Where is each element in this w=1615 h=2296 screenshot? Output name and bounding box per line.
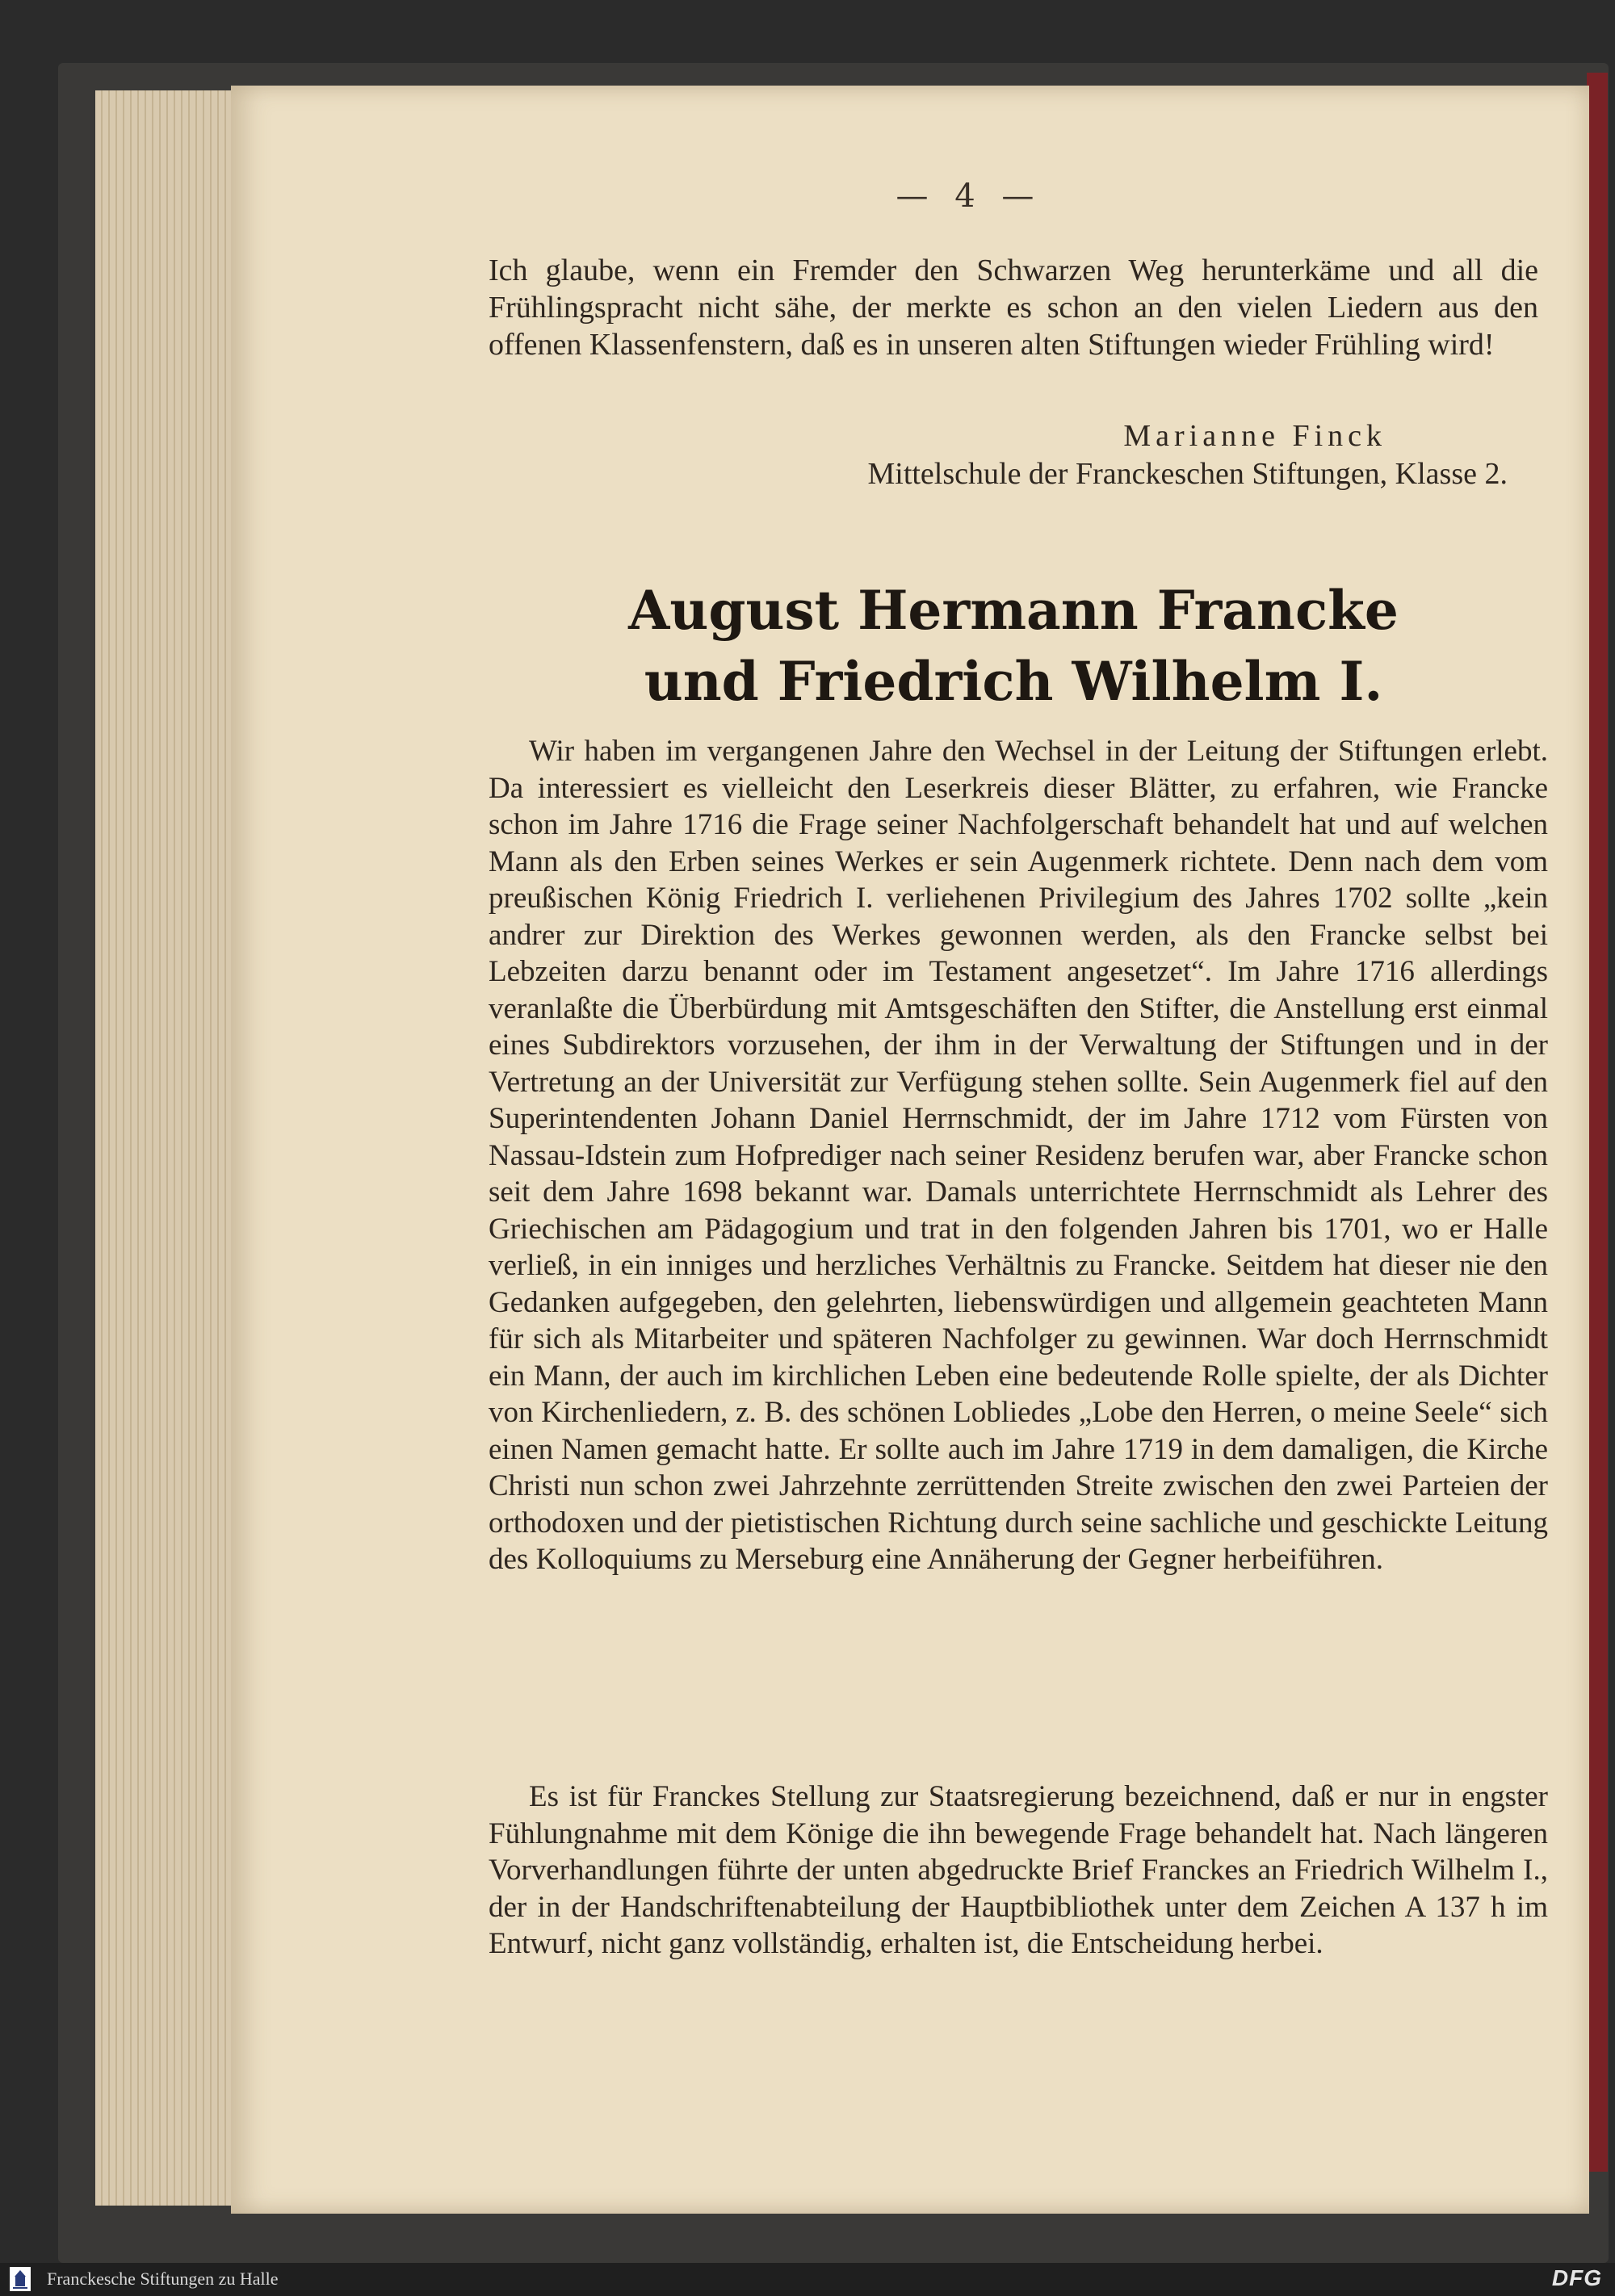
article-title-line2: und Friedrich Wilhelm I. xyxy=(644,650,1383,713)
page-number: — 4 — xyxy=(896,178,1042,215)
article-paragraph-1: Wir haben im vergangenen Jahre den Wechsel in der Leitung der Stiftungen erlebt. Da interessiert es vielleicht den Leserkreis dieser Blätter, zu erfahren, wie Francke schon im Jahre 1716 die Frage seiner Nachfolgerschaft behandelt hat und auf welchen Mann als den Erben seines Werkes er sein Augenmerk richtete. Denn nach dem vom preußischen König Friedrich I. verliehenen Privilegium des Jahres 1702 sollte „kein andrer zur Direktion des Werkes gewonnen werden, als den Francke selbst bei Lebzeiten darzu benannt oder im Testament angesetzet“. Im Jahre 1716 allerdings veranlaßte die Überbürdung mit Amtsgeschäften den Stifter, die Anstellung erst einmal eines Subdirektors vorzusehen, der ihm in der Verwaltung der Stiftungen und in der Vertretung an der Universität zur Verfügung stehen sollte. Sein Augenmerk fiel auf den Superintendenten Johann Daniel Herrnschmidt, der im Jahre 1712 vom Fürsten von Nassau-Idstein zum Hofprediger nach seiner Residenz berufen war, aber Francke schon seit dem Jahre 1698 bekannt war. Damals unterrichtete Herrnschmidt als Lehrer des Griechischen am Pädagogium und trat in den folgenden Jahren bis 1701, wo er Halle verließ, in ein inniges und herzliches Verhältnis zu Francke. Seitdem hat dieser nie den Gedanken aufgegeben, den gelehrten, liebenswürdigen und allgemein geachteten Mann für sich als Mitarbeiter und späteren Nachfolger zu gewinnen. War doch Herrnschmidt ein Mann, der auch im kirchlichen Leben eine bedeutende Rolle spielte, der als Dichter von Kirchenliedern, z. B. des schönen Lobliedes „Lobe den Herren, o meine Seele“ sich einen Namen gemacht hatte. Er sollte auch im Jahre 1719 in dem damaligen, die Kirche Christi nun schon zwei Jahrzehnte zerrüttenden Streite zwischen den zwei Parteien der orthodoxen und der pietistischen Richtung durch seine sachliche und geschickte Leitung des Kolloquiums zu Merseburg eine Annäherung der Gegner herbeiführen. xyxy=(489,735,1548,1576)
article-title-line1: August Hermann Francke xyxy=(628,579,1399,642)
book-spine-edge xyxy=(1587,73,1608,2172)
poem-school: Mittelschule der Franckeschen Stiftungen, Klasse 2. xyxy=(867,457,1508,491)
institution-logo-icon xyxy=(10,2267,31,2291)
poem-author: Marianne Finck xyxy=(1123,419,1386,453)
article-paragraph-2: Es ist für Franckes Stellung zur Staatsregierung bezeichnend, daß er nur in engster Fühlungnahme mit dem Könige die ihn bewegende Frage behandelt hat. Nach längeren Vorverhandlungen führte der unten abgedruckte Brief Franckes an Friedrich Wilhelm I., der in der Handschriftenabteilung der Hauptbibliothek unter dem Zeichen A 137 h im Entwurf, nicht ganz vollständig, erhalten ist, die Entscheidung herbei. xyxy=(489,1780,1548,1960)
page-stack-edges xyxy=(95,90,241,2206)
poem-text: Ich glaube, wenn ein Fremder den Schwarzen Weg herunterkäme und all die Frühlingspracht nicht sähe, der merkte es schon an den vielen Liedern aus den offenen Klassenfenstern, daß es in unseren alten Stiftungen wieder Frühling wird! xyxy=(489,253,1538,362)
dfg-logo: DFG xyxy=(1551,2265,1602,2290)
footer-institution-label: Franckesche Stiftungen zu Halle xyxy=(47,2269,279,2289)
